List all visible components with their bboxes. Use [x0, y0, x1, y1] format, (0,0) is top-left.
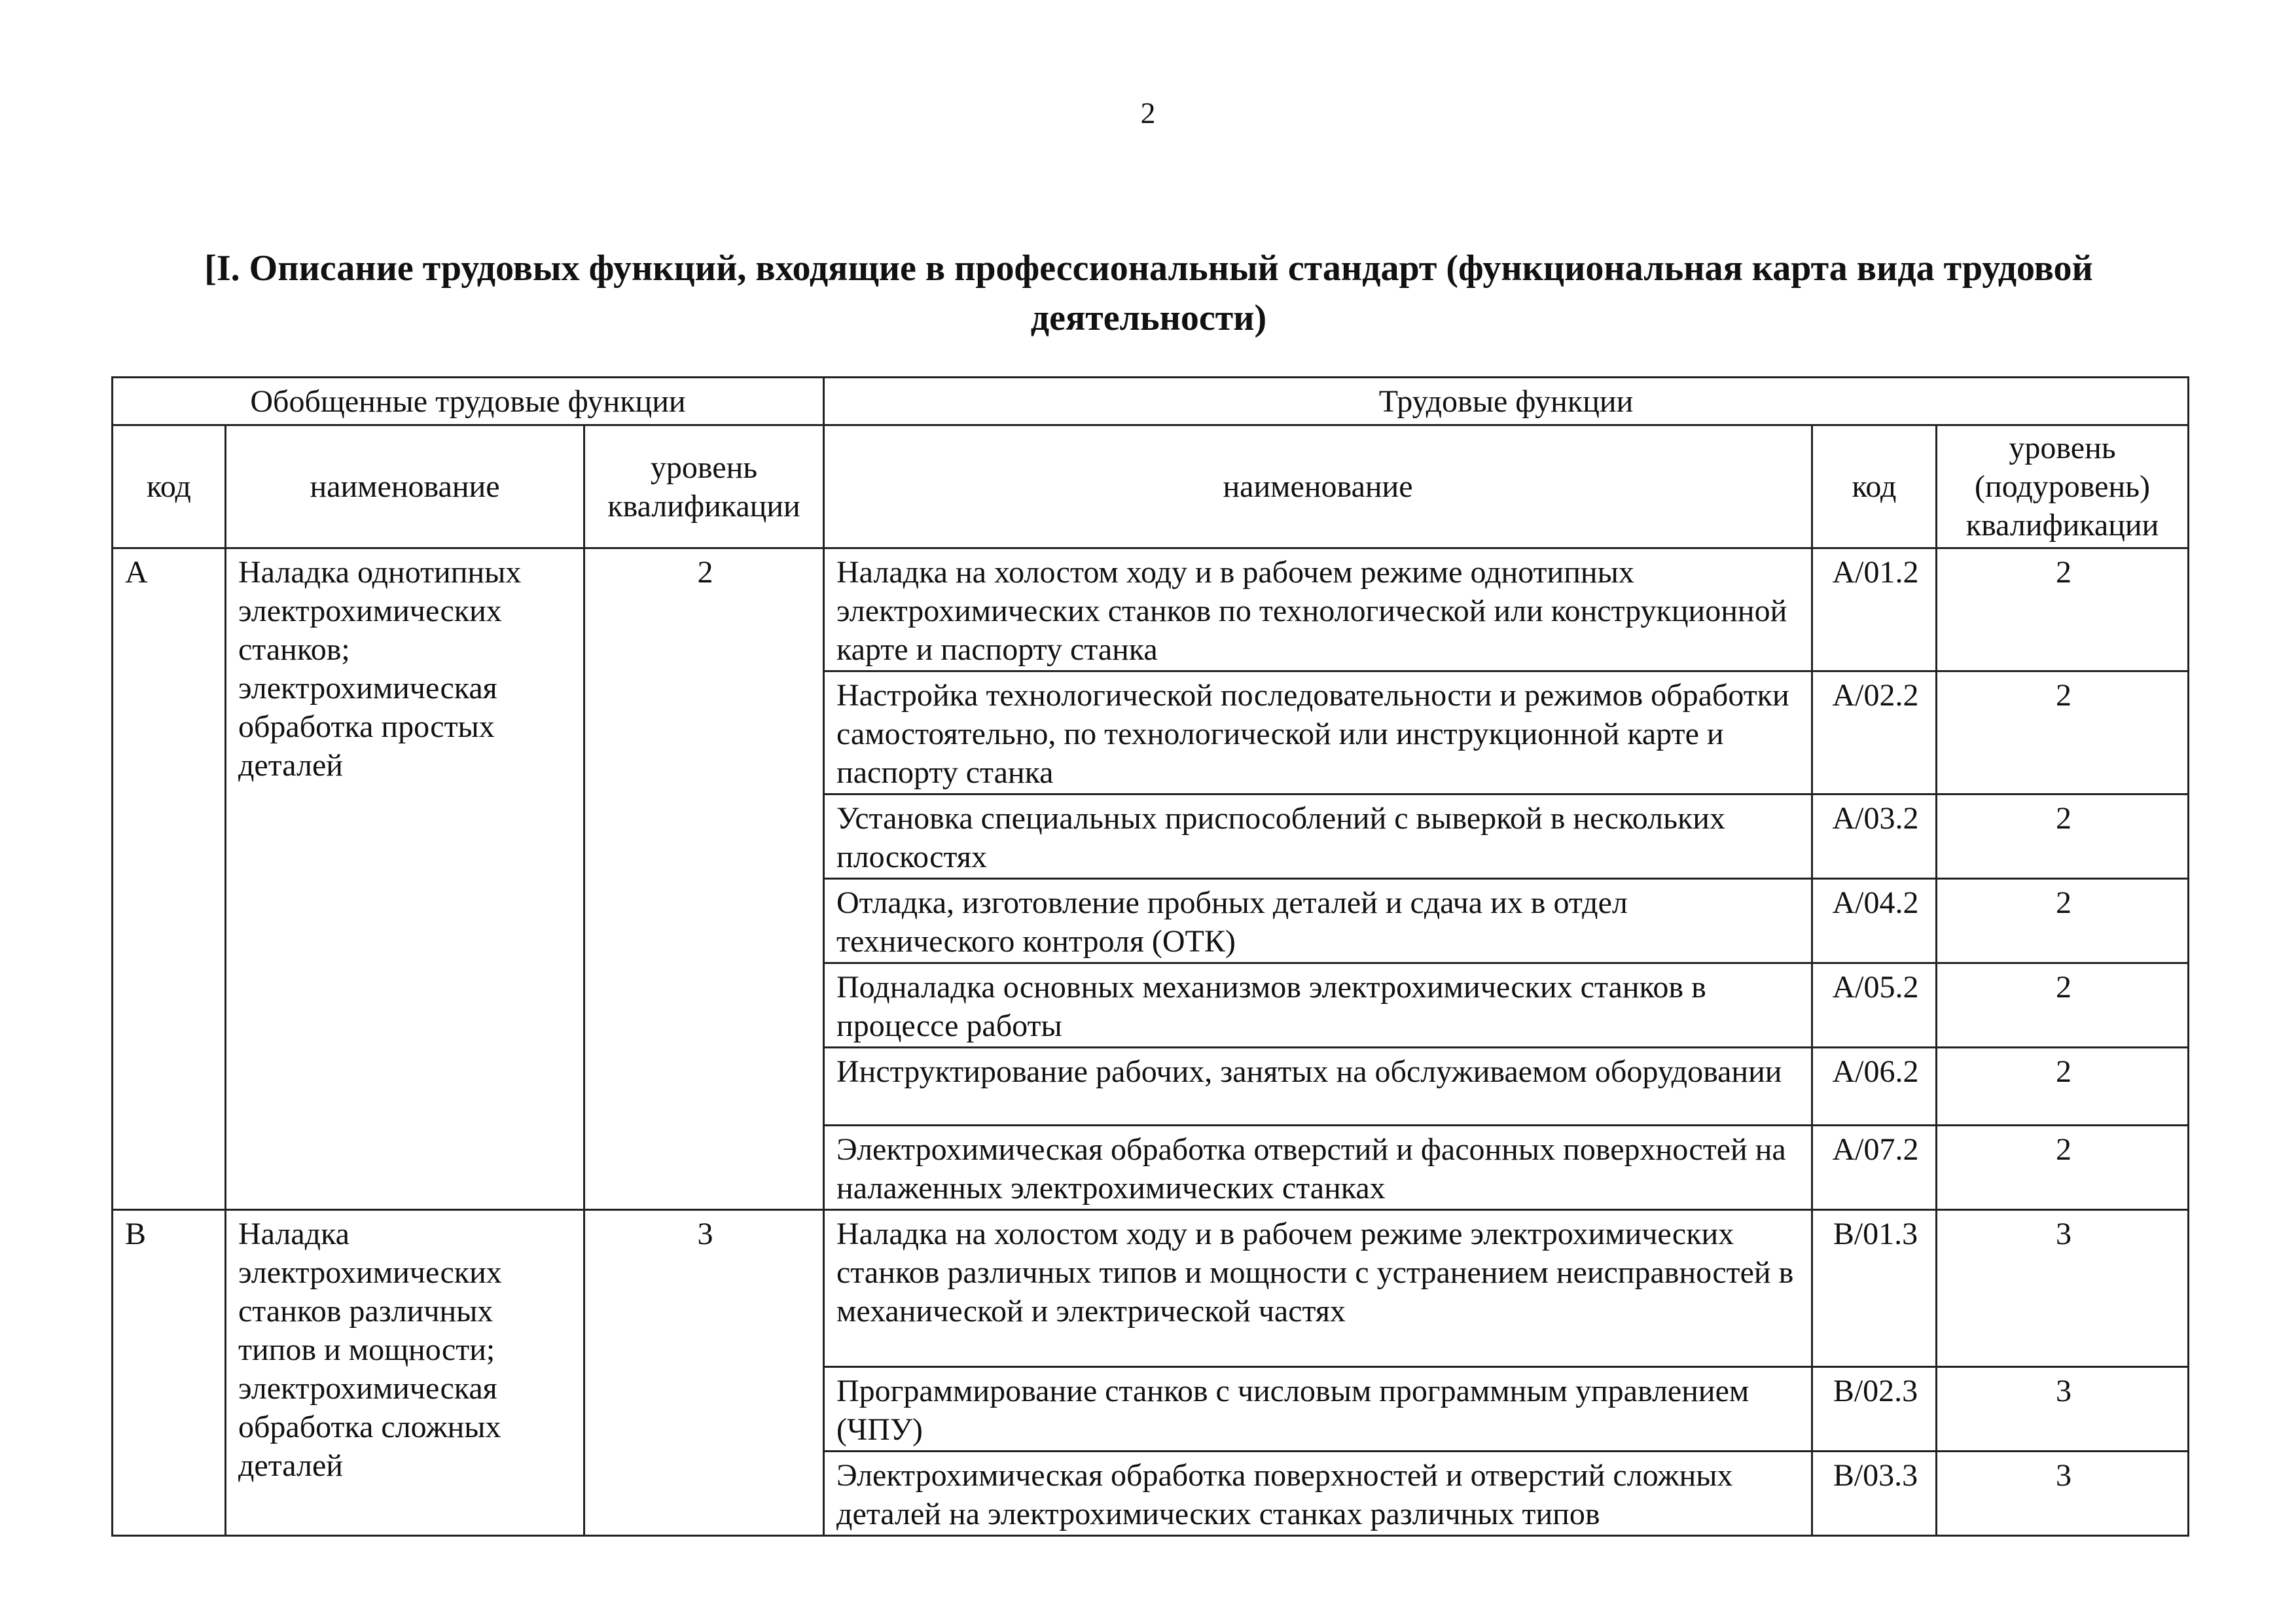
- gen-name-cell: Наладка электрохимических станков различных типов и мощности; электрохимическая обработка сложных деталей: [226, 1210, 584, 1536]
- tf-level-cell: 2: [1937, 1126, 2189, 1210]
- tf-level-cell: 2: [1937, 548, 2189, 671]
- header-gen-name: наименование: [226, 425, 584, 548]
- tf-name-cell: Установка специальных приспособлений с выверкой в нескольких плоскостях: [824, 794, 1812, 879]
- tf-name-cell: Подналадка основных механизмов электрохимических станков в процессе работы: [824, 963, 1812, 1048]
- section-title-line-1: [I. Описание трудовых функций, входящие в профессиональный стандарт (функциональная карта вида трудовой: [204, 248, 2093, 289]
- tf-code-cell: B/01.3: [1812, 1210, 1937, 1367]
- gen-level-cell: 3: [584, 1210, 824, 1536]
- header-generalized-functions: Обобщенные трудовые функции: [113, 378, 824, 425]
- tf-name-cell: Настройка технологической последовательности и режимов обработки самостоятельно, по технологической или инструкционной карте и паспорту станка: [824, 671, 1812, 794]
- section-title-line-2: деятельности): [1030, 298, 1267, 338]
- header-columns-row: [113, 425, 2189, 548]
- header-gen-code: код: [113, 425, 226, 548]
- tf-level-cell: 2: [1937, 794, 2189, 879]
- header-group-row: [113, 378, 2189, 425]
- functional-map-table: [111, 376, 2189, 1537]
- gen-level-cell: 2: [584, 548, 824, 1210]
- tf-name-cell: Наладка на холостом ходу и в рабочем режиме однотипных электрохимических станков по технологической или конструкционной карте и паспорту станка: [824, 548, 1812, 671]
- header-tf-code: код: [1812, 425, 1937, 548]
- tf-name-cell: Электрохимическая обработка отверстий и фасонных поверхностей на налаженных электрохимических станках: [824, 1126, 1812, 1210]
- tf-name-cell: Программирование станков с числовым программным управлением (ЧПУ): [824, 1367, 1812, 1452]
- header-tf-name: наименование: [824, 425, 1812, 548]
- gen-code-cell: A: [113, 548, 226, 1210]
- tf-name-cell: Электрохимическая обработка поверхностей и отверстий сложных деталей на электрохимических станках различных типов: [824, 1452, 1812, 1536]
- tf-level-cell: 2: [1937, 1048, 2189, 1126]
- tf-code-cell: B/03.3: [1812, 1452, 1937, 1536]
- table-row: [113, 548, 2189, 671]
- tf-code-cell: A/06.2: [1812, 1048, 1937, 1126]
- header-gen-level: уровень квалификации: [584, 425, 824, 548]
- tf-code-cell: A/03.2: [1812, 794, 1937, 879]
- gen-code-cell: B: [113, 1210, 226, 1536]
- header-labor-functions: Трудовые функции: [824, 378, 2189, 425]
- page-number: 2: [1140, 96, 1156, 130]
- tf-name-cell: Инструктирование рабочих, занятых на обслуживаемом оборудовании: [824, 1048, 1812, 1126]
- tf-code-cell: A/05.2: [1812, 963, 1937, 1048]
- gen-name-cell: Наладка однотипных электрохимических станков; электрохимическая обработка простых деталей: [226, 548, 584, 1210]
- table-row: [113, 1210, 2189, 1367]
- tf-level-cell: 2: [1937, 963, 2189, 1048]
- tf-name-cell: Наладка на холостом ходу и в рабочем режиме электрохимических станков различных типов и мощности с устранением неисправностей в механической и электрической частях: [824, 1210, 1812, 1367]
- tf-level-cell: 2: [1937, 671, 2189, 794]
- header-tf-level: уровень (подуровень) квалификации: [1937, 425, 2189, 548]
- tf-code-cell: A/04.2: [1812, 879, 1937, 963]
- tf-code-cell: A/02.2: [1812, 671, 1937, 794]
- tf-code-cell: A/07.2: [1812, 1126, 1937, 1210]
- tf-level-cell: 3: [1937, 1452, 2189, 1536]
- tf-code-cell: A/01.2: [1812, 548, 1937, 671]
- tf-level-cell: 3: [1937, 1210, 2189, 1367]
- tf-level-cell: 2: [1937, 879, 2189, 963]
- tf-level-cell: 3: [1937, 1367, 2189, 1452]
- tf-code-cell: B/02.3: [1812, 1367, 1937, 1452]
- tf-name-cell: Отладка, изготовление пробных деталей и сдача их в отдел технического контроля (ОТК): [824, 879, 1812, 963]
- section-title: [98, 243, 2199, 343]
